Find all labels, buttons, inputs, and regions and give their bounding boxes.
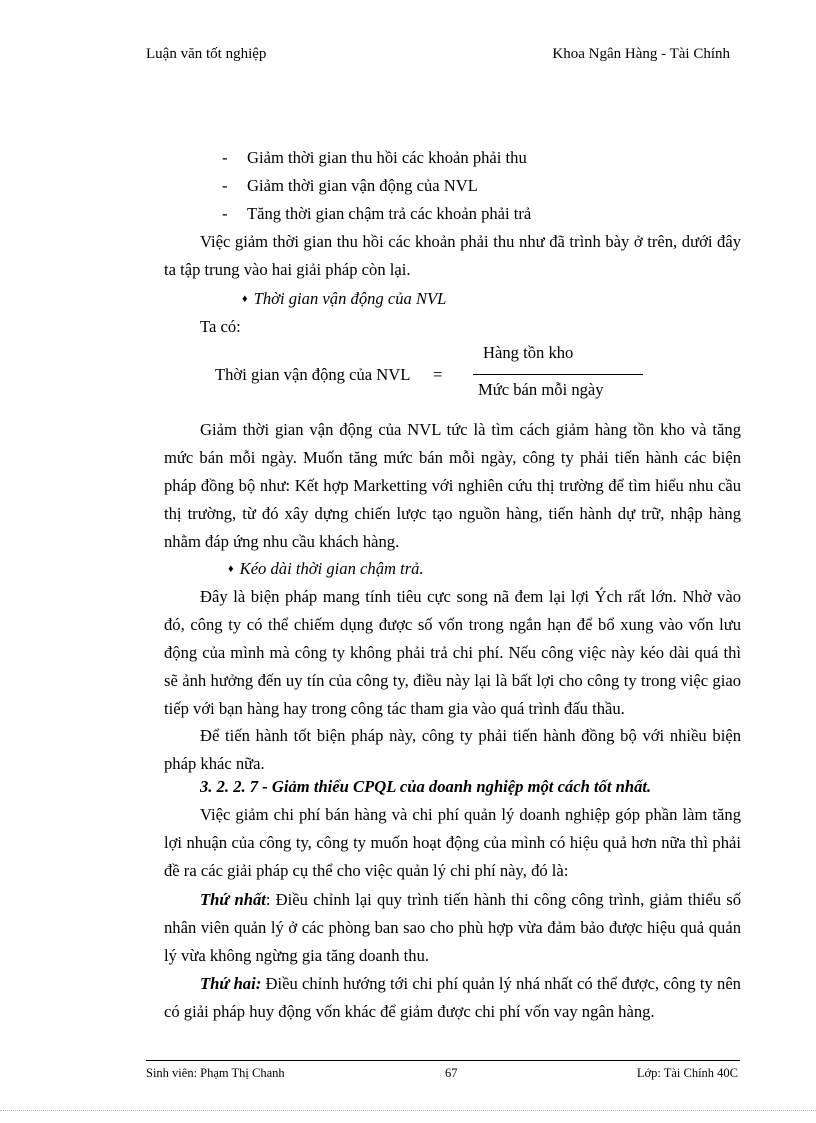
- diamond-icon: ♦: [228, 563, 234, 575]
- ta-co-label: Ta có:: [200, 317, 241, 336]
- bullet-marker: -: [222, 176, 228, 195]
- paragraph-1: Việc giảm thời gian thu hồi các khoản phải thu như đã trình bày ở trên, dưới đây ta tập trung vào hai giải pháp còn lại.: [164, 232, 741, 279]
- paragraph-3: Đây là biện pháp mang tính tiêu cực song nã đem lại lợi Ých rất lớn. Nhờ vào đó, công ty có thể chiếm dụng được số vốn trong ngắn hạn để bổ xung vào vốn lưu động của mình mà công ty không phải trả chi phí. Nếu công việc này kéo dài quá thì sẽ ảnh hưởng đến uy tín của công ty, điều này lại là bất lợi cho công ty trong việc giao tiếp với bạn hàng hay trong công tác tham gia vào quá trình đấu thầu.: [164, 587, 741, 718]
- list-item: [222, 172, 478, 200]
- diamond-icon: ♦: [242, 293, 248, 305]
- bullet-marker: -: [222, 204, 228, 223]
- subheading-cham-tra: [228, 555, 424, 585]
- list-item: [222, 144, 527, 172]
- paragraph-6: [164, 886, 741, 970]
- subheading-text: Thời gian vận động của NVL: [253, 289, 447, 308]
- paragraph-lead: Thứ hai:: [200, 974, 262, 993]
- subheading-text: Kéo dài thời gian chậm trả.: [239, 559, 424, 578]
- paragraph-lead: Thứ nhất: [200, 890, 266, 909]
- bullet-text: Tăng thời gian chậm trả các khoản phải trả: [247, 204, 532, 223]
- formula-lhs: Thời gian vận động của NVL: [215, 365, 411, 384]
- formula-denominator: Mức bán mỗi ngày: [478, 380, 604, 399]
- bullet-marker: -: [222, 148, 228, 167]
- list-item: [222, 200, 531, 228]
- footer-class: Lớp: Tài Chính 40C: [636, 1066, 738, 1080]
- paragraph-text: : Điều chỉnh lại quy trình tiến hành thi công công trình, giảm thiểu số nhân viên quản lý ở các phòng ban sao cho phù hợp vừa đảm bảo được hiệu quả quản lý vừa không ngừng gia tăng doanh thu.: [164, 890, 741, 965]
- section-heading: 3. 2. 2. 7 - Giảm thiểu CPQL của doanh nghiệp một cách tốt nhất.: [200, 777, 652, 796]
- paragraph-4: Để tiến hành tốt biện pháp này, công ty phải tiến hành đồng bộ với nhiều biện pháp khác nữa.: [164, 726, 741, 773]
- bullet-text: Giảm thời gian vận động của NVL: [247, 176, 478, 195]
- footer-page-number: 67: [445, 1066, 458, 1080]
- footer-student: Sinh viên: Phạm Thị Chanh: [146, 1066, 285, 1080]
- footer-rule: [146, 1060, 740, 1061]
- paragraph-2: Giảm thời gian vận động của NVL tức là tìm cách giảm hàng tồn kho và tăng mức bán mỗi ngày. Muốn tăng mức bán mỗi ngày, công ty phải tiến hành các biện pháp đồng bộ như: Kết hợp Marketting với nghiên cứu thị trường để tìm hiểu nhu cầu thị trường, từ đó xây dựng chiến lược tạo nguồn hàng, tiến hành dự trữ, nhập hàng nhằm đáp ứng nhu cầu khách hàng.: [164, 420, 741, 551]
- paragraph-5: Việc giảm chi phí bán hàng và chi phí quản lý doanh nghiệp góp phần làm tăng lợi nhuận của công ty, công ty muốn hoạt động của mình có hiệu quả hơn nữa thì phải đề ra các giải pháp cụ thể cho việc quản lý chi phí này, đó là:: [164, 805, 741, 880]
- header-left: Luận văn tốt nghiệp: [146, 46, 267, 62]
- paragraph-7: [164, 970, 741, 1026]
- header-right: Khoa Ngân Hàng - Tài Chính: [552, 46, 730, 62]
- bullet-text: Giảm thời gian thu hồi các khoản phải thu: [247, 148, 527, 167]
- subheading-nvl: [242, 285, 446, 315]
- page-edge-divider: [0, 1110, 816, 1111]
- paragraph-text: Điều chỉnh hướng tới chi phí quản lý nhá nhất có thể được, công ty nên có giải pháp huy động vốn khác để giảm được chi phí vốn vay ngân hàng.: [164, 974, 741, 1021]
- fraction-bar: [473, 374, 643, 375]
- formula-numerator: Hàng tồn kho: [483, 343, 574, 362]
- formula-equals: =: [433, 365, 443, 384]
